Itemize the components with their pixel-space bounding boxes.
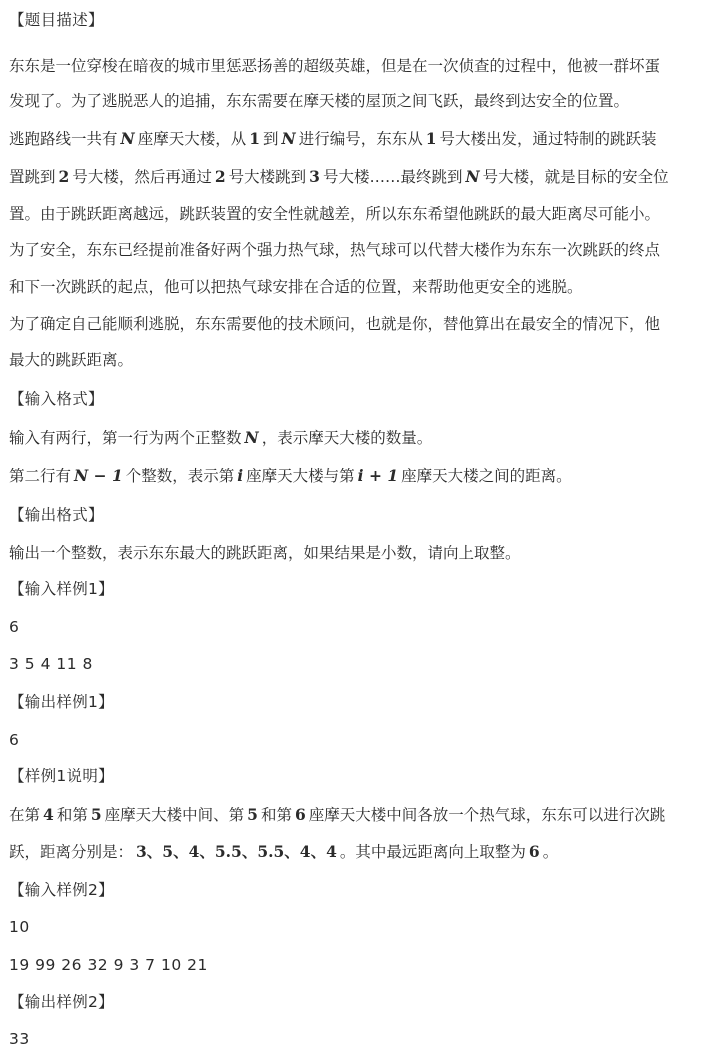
- text-span: 和第: [260, 806, 292, 824]
- distance-values: 3、5、4、5.5、5.5、4、4: [136, 842, 337, 861]
- math-number: 6: [294, 805, 306, 824]
- sample-output-1-line1: 6: [9, 731, 20, 749]
- math-number: 3: [309, 167, 320, 186]
- text-span: 座摩天大楼，从: [137, 130, 247, 148]
- math-number: 2: [58, 167, 70, 186]
- math-n: N: [465, 167, 480, 186]
- sample-explain-1-heading: 【样例1说明】: [9, 767, 114, 785]
- text-span: 。其中最远距离向上取整为: [339, 843, 526, 861]
- text-span: 座摩天大楼中间各放一个热气球，东东可以进行次跳: [308, 806, 666, 824]
- description-heading: 【题目描述】: [9, 11, 104, 29]
- output-format-line1: 输出一个整数，表示东东最大的跳跃距离，如果结果是小数，请向上取整。: [9, 544, 521, 562]
- description-p3-line1: 为了安全，东东已经提前准备好两个强力热气球，热气球可以代替大楼作为东东一次跳跃的终点: [9, 241, 661, 259]
- text-span: 号大楼，然后再通过: [72, 168, 212, 186]
- text-span: 进行编号，东东从: [298, 130, 423, 148]
- sample-input-2-line2: 19 99 26 32 9 3 7 10 21: [9, 956, 208, 974]
- math-number: 4: [43, 805, 54, 824]
- math-number: 5: [247, 805, 258, 824]
- sample-output-2-line1: 33: [9, 1030, 30, 1048]
- input-format-heading: 【输入格式】: [9, 390, 104, 408]
- text-span: 号大楼，就是目标的安全位: [482, 168, 669, 186]
- text-span: 跃，距离分别是：: [9, 843, 134, 861]
- description-p2-line1: [9, 129, 657, 149]
- description-p1-line2: 发现了。为了逃脱恶人的追捕，东东需要在摩天楼的屋顶之间飞跃，最终到达安全的位置。: [9, 92, 630, 110]
- sample-output-2-heading: 【输出样例2】: [9, 993, 114, 1011]
- math-i: i: [237, 466, 244, 485]
- text-span: 第二行有: [9, 467, 72, 485]
- text-span: 号大楼跳到: [228, 168, 307, 186]
- input-format-line1: [9, 428, 432, 448]
- text-span: 置跳到: [9, 168, 56, 186]
- sample-input-1-line2: 3 5 4 11 8: [9, 655, 93, 673]
- output-format-heading: 【输出格式】: [9, 506, 104, 524]
- description-p2-line3: 置。由于跳跃距离越远，跳跃装置的安全性就越差，所以东东希望他跳跃的最大距离尽可能小。: [9, 205, 661, 223]
- description-p2-line2: [9, 167, 669, 187]
- text-span: 和第: [56, 806, 88, 824]
- sample-explain-1-line1: [9, 805, 665, 825]
- text-span: 在第: [9, 806, 41, 824]
- math-n: N: [281, 129, 296, 148]
- sample-input-1-heading: 【输入样例1】: [9, 580, 114, 598]
- text-span: 号大楼出发，通过特制的跳跃装: [439, 130, 657, 148]
- text-span: 号大楼……最终跳到: [322, 168, 463, 186]
- math-expression: N − 1: [74, 466, 123, 485]
- text-span: 个整数，表示第: [125, 467, 235, 485]
- math-number: 5: [90, 805, 102, 824]
- text-span: 。: [542, 843, 559, 861]
- description-p1-line1: 东东是一位穿梭在暗夜的城市里惩恶扬善的超级英雄，但是在一次侦查的过程中，他被一群坏蛋: [9, 57, 661, 75]
- sample-input-2-heading: 【输入样例2】: [9, 881, 114, 899]
- sample-explain-1-line2: [9, 842, 558, 862]
- math-number: 6: [528, 842, 540, 861]
- text-span: ，表示摩天大楼的数量。: [261, 429, 433, 447]
- math-number: 1: [425, 129, 437, 148]
- text-span: 到: [263, 130, 279, 148]
- text-span: 座摩天大楼之间的距离。: [401, 467, 572, 485]
- math-n: N: [244, 428, 259, 447]
- description-p3-line2: 和下一次跳跃的起点，他可以把热气球安排在合适的位置，来帮助他更安全的逃脱。: [9, 278, 583, 296]
- math-number: 2: [214, 167, 226, 186]
- math-number: 1: [249, 129, 260, 148]
- math-expression: i + 1: [357, 466, 399, 485]
- sample-input-1-line1: 6: [9, 618, 20, 636]
- description-p4-line1: 为了确定自己能顺利逃脱，东东需要他的技术顾问，也就是你，替他算出在最安全的情况下，他: [9, 315, 661, 333]
- text-span: 输入有两行，第一行为两个正整数: [9, 429, 242, 447]
- math-n: N: [120, 129, 135, 148]
- sample-output-1-heading: 【输出样例1】: [9, 693, 114, 711]
- text-span: 座摩天大楼中间、第: [104, 806, 245, 824]
- text-span: 逃跑路线一共有: [9, 130, 118, 148]
- description-p4-line2: 最大的跳跃距离。: [9, 351, 134, 369]
- input-format-line2: [9, 466, 572, 486]
- sample-input-2-line1: 10: [9, 918, 30, 936]
- text-span: 座摩天大楼与第: [246, 467, 355, 485]
